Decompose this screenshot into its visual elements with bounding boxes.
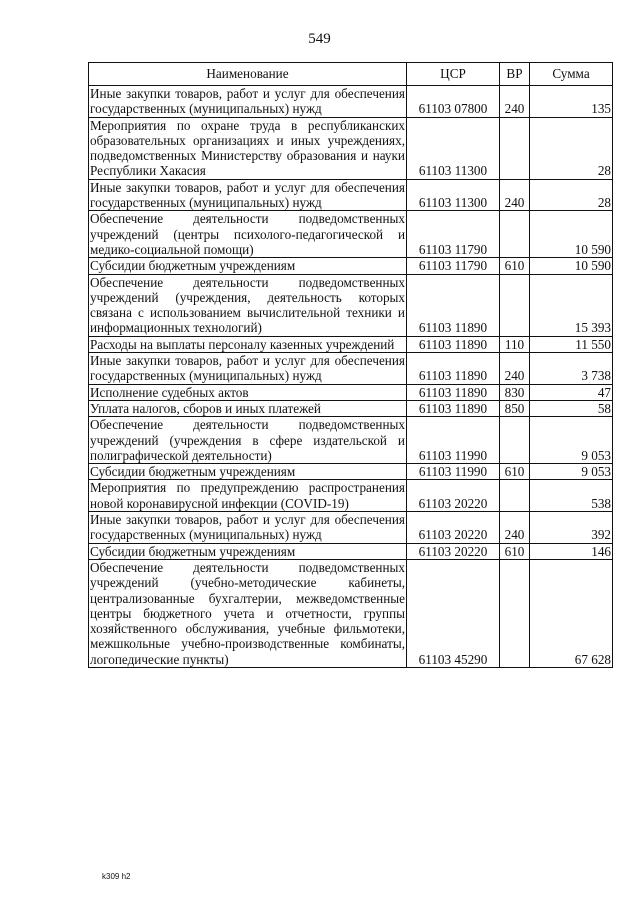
row-code: 61103 20220 <box>407 480 500 512</box>
row-vr: 610 <box>500 464 530 480</box>
row-code: 61103 20220 <box>407 543 500 559</box>
row-name: Иные закупки товаров, работ и услуг для обеспечения государственных (муниципальных) нужд <box>90 86 405 117</box>
table-row <box>89 86 613 118</box>
table-row <box>89 211 613 258</box>
header-code: ЦСР <box>407 63 500 86</box>
table-row <box>89 480 613 512</box>
row-vr <box>500 417 530 464</box>
row-code: 61103 11990 <box>407 417 500 464</box>
page-number: 549 <box>308 31 331 47</box>
row-code: 61103 11300 <box>407 117 500 179</box>
row-name: Субсидии бюджетным учреждениям <box>89 258 407 274</box>
row-code: 61103 20220 <box>407 512 500 544</box>
row-sum: 11 550 <box>530 336 613 352</box>
header-sum: Сумма <box>530 63 613 86</box>
footer-code: k309 h2 <box>102 872 131 881</box>
table-header-row <box>89 63 613 86</box>
budget-table <box>88 62 613 668</box>
row-sum: 9 053 <box>530 464 613 480</box>
row-sum: 47 <box>530 384 613 400</box>
table-body <box>89 86 613 668</box>
row-name: Расходы на выплаты персоналу казенных учреждений <box>89 336 407 352</box>
table-row <box>89 543 613 559</box>
row-vr: 240 <box>500 512 530 544</box>
row-sum: 538 <box>530 480 613 512</box>
row-name: Обеспечение деятельности подведомственных учреждений (центры психолого-педагогической и медико-социальной помощи) <box>90 211 405 257</box>
row-sum: 146 <box>530 543 613 559</box>
table-row <box>89 417 613 464</box>
row-name: Мероприятия по охране труда в республиканских образовательных организациях и иных учреждениях, подведомственных Министерству образования и науки Республики Хакасия <box>90 117 405 179</box>
row-name: Обеспечение деятельности подведомственных учреждений (учебно-методические кабинеты, централизованные бухгалтерии, межведомственные центры бюджетного учета и отчетности, группы хозяйственного обслуживания, учебные фильмотеки, межшкольные учебно-производственные комбинаты, логопедические пункты) <box>90 559 405 667</box>
row-name: Мероприятия по предупреждению распространения новой коронавирусной инфекции (COVID-19) <box>90 480 405 511</box>
table-row <box>89 274 613 336</box>
row-vr <box>500 559 530 667</box>
row-code: 61103 11890 <box>407 274 500 336</box>
row-code: 61103 11790 <box>407 211 500 258</box>
row-sum: 28 <box>530 179 613 211</box>
row-name: Иные закупки товаров, работ и услуг для обеспечения государственных (муниципальных) нужд <box>90 512 405 543</box>
row-name: Иные закупки товаров, работ и услуг для обеспечения государственных (муниципальных) нужд <box>90 179 405 211</box>
row-name: Обеспечение деятельности подведомственных учреждений (учреждения, деятельность которых связана с использованием вычислительной техники и информационных технологий) <box>90 274 405 336</box>
row-sum: 67 628 <box>530 559 613 667</box>
row-name: Обеспечение деятельности подведомственных учреждений (учреждения в сфере издательской и полиграфической деятельности) <box>90 417 405 463</box>
row-sum: 58 <box>530 400 613 416</box>
row-code: 61103 11890 <box>407 336 500 352</box>
row-name: Субсидии бюджетным учреждениям <box>89 543 407 559</box>
row-code: 61103 11890 <box>407 353 500 385</box>
row-sum: 28 <box>530 117 613 179</box>
row-name: Иные закупки товаров, работ и услуг для обеспечения государственных (муниципальных) нужд <box>90 353 405 384</box>
row-code: 61103 11790 <box>407 258 500 274</box>
row-vr: 850 <box>500 400 530 416</box>
row-vr: 830 <box>500 384 530 400</box>
row-sum: 10 590 <box>530 211 613 258</box>
table-row <box>89 400 613 416</box>
row-vr <box>500 117 530 179</box>
header-vr: ВР <box>500 63 530 86</box>
row-code: 61103 07800 <box>407 86 500 118</box>
row-code: 61103 11890 <box>407 400 500 416</box>
row-vr: 610 <box>500 543 530 559</box>
row-vr: 240 <box>500 179 530 211</box>
row-name: Субсидии бюджетным учреждениям <box>89 464 407 480</box>
row-code: 61103 11300 <box>407 179 500 211</box>
row-sum: 9 053 <box>530 417 613 464</box>
table-row <box>89 512 613 544</box>
row-code: 61103 45290 <box>407 559 500 667</box>
row-sum: 392 <box>530 512 613 544</box>
table-row <box>89 179 613 211</box>
row-vr: 110 <box>500 336 530 352</box>
table-row <box>89 384 613 400</box>
row-code: 61103 11990 <box>407 464 500 480</box>
row-vr: 240 <box>500 353 530 385</box>
row-sum: 3 738 <box>530 353 613 385</box>
row-sum: 135 <box>530 86 613 118</box>
table-row <box>89 353 613 385</box>
table-row <box>89 336 613 352</box>
row-sum: 10 590 <box>530 258 613 274</box>
row-vr <box>500 480 530 512</box>
row-vr: 610 <box>500 258 530 274</box>
row-sum: 15 393 <box>530 274 613 336</box>
table-row <box>89 464 613 480</box>
table-row <box>89 117 613 179</box>
row-vr <box>500 274 530 336</box>
row-name: Исполнение судебных актов <box>89 384 407 400</box>
row-name: Уплата налогов, сборов и иных платежей <box>89 400 407 416</box>
row-code: 61103 11890 <box>407 384 500 400</box>
table-row <box>89 559 613 667</box>
row-vr <box>500 211 530 258</box>
row-vr: 240 <box>500 86 530 118</box>
table-row <box>89 258 613 274</box>
header-name: Наименование <box>89 63 407 86</box>
